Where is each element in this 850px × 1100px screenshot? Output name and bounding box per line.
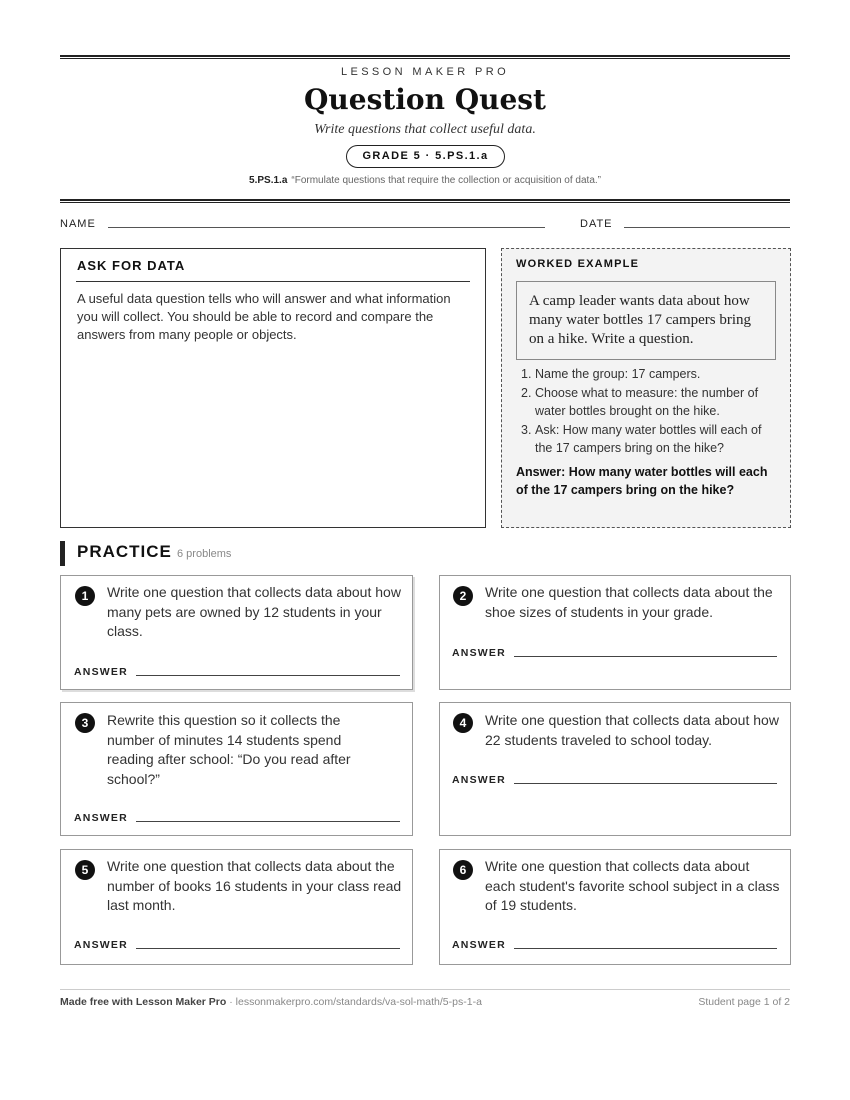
date-label: DATE [580,218,613,230]
ask-body: A useful data question tells who will answer and what information you will collect. You should be able to record and compare the answers from many people or objects. [77,291,451,342]
standard-line [0,175,850,186]
problem-number-badge: 1 [75,586,95,606]
answer-label: ANSWER [452,774,506,786]
example-answer: Answer: How many water bottles will each of the 17 campers bring on the hike? [516,465,768,497]
example-heading: WORKED EXAMPLE [516,258,640,270]
problem-number-badge: 6 [453,860,473,880]
problem-text: Rewrite this question so it collects the number of minutes 14 students spend reading after school: “Do you read after school?” [107,712,351,787]
example-step [515,384,777,421]
name-field[interactable] [108,227,545,228]
footer-credit [60,996,482,1008]
step-number: 2. [521,385,532,400]
page-title: Question Quest [304,83,546,116]
footer-page-number: Student page 1 of 2 [698,996,790,1008]
answer-label: ANSWER [74,666,128,678]
practice-count: 6 problems [177,548,232,560]
step-text: Choose what to measure: the number of water bottles brought on the hike. [535,385,759,418]
grade-badge: GRADE 5 · 5.PS.1.a [346,145,505,168]
problem-text: Write one question that collects data about each student's favorite school subject in a class of 19 students. [485,858,780,913]
answer-field-3[interactable] [136,821,400,822]
step-text: Name the group: 17 campers. [535,367,701,381]
step-number: 1. [521,367,532,381]
step-number: 3. [521,422,532,437]
problem-number-badge: 3 [75,713,95,733]
example-prompt: A camp leader wants data about how many water bottles 17 campers bring on a hike. Write a question. [516,281,776,360]
problem-text: Write one question that collects data about how many pets are owned by 12 students in your class. [107,584,401,639]
footer-brand: Made free with Lesson Maker Pro [60,996,227,1008]
practice-accent-bar [60,541,65,566]
answer-label: ANSWER [74,812,128,824]
answer-label: ANSWER [452,939,506,951]
answer-field-5[interactable] [136,948,400,949]
footer-url[interactable]: · lessonmakerpro.com/standards/va-sol-math/5-ps-1-a [226,996,482,1008]
answer-field-4[interactable] [514,783,777,784]
practice-heading: PRACTICE [77,542,172,561]
ask-divider [76,281,470,282]
answer-label: ANSWER [452,647,506,659]
standard-code: 5.PS.1.a [249,175,288,186]
problem-text: Write one question that collects data about the shoe sizes of students in your grade. [485,584,773,620]
problem-number-badge: 2 [453,586,473,606]
example-steps [515,365,777,458]
header-bottom-rule [60,199,790,203]
date-field[interactable] [624,227,790,228]
answer-field-1[interactable] [136,675,400,676]
problem-number-badge: 5 [75,860,95,880]
standard-text: “Formulate questions that require the collection or acquisition of data.” [291,175,601,186]
brand-label: LESSON MAKER PRO [340,66,510,78]
answer-field-6[interactable] [514,948,777,949]
name-label: NAME [60,218,96,230]
page-subtitle: Write questions that collect useful data. [314,122,536,137]
problem-text: Write one question that collects data about the number of books 16 students in your class read last month. [107,858,402,913]
footer-divider [60,989,790,990]
step-text: Ask: How many water bottles will each of the 17 campers bring on the hike? [535,422,762,455]
problem-text: Write one question that collects data about how 22 students traveled to school today. [485,712,779,748]
problem-number-badge: 4 [453,713,473,733]
answer-field-2[interactable] [514,656,777,657]
ask-heading: ASK FOR DATA [77,258,186,273]
answer-label: ANSWER [74,939,128,951]
example-step [515,421,777,458]
header-top-rule [60,55,790,59]
example-step [515,365,777,384]
